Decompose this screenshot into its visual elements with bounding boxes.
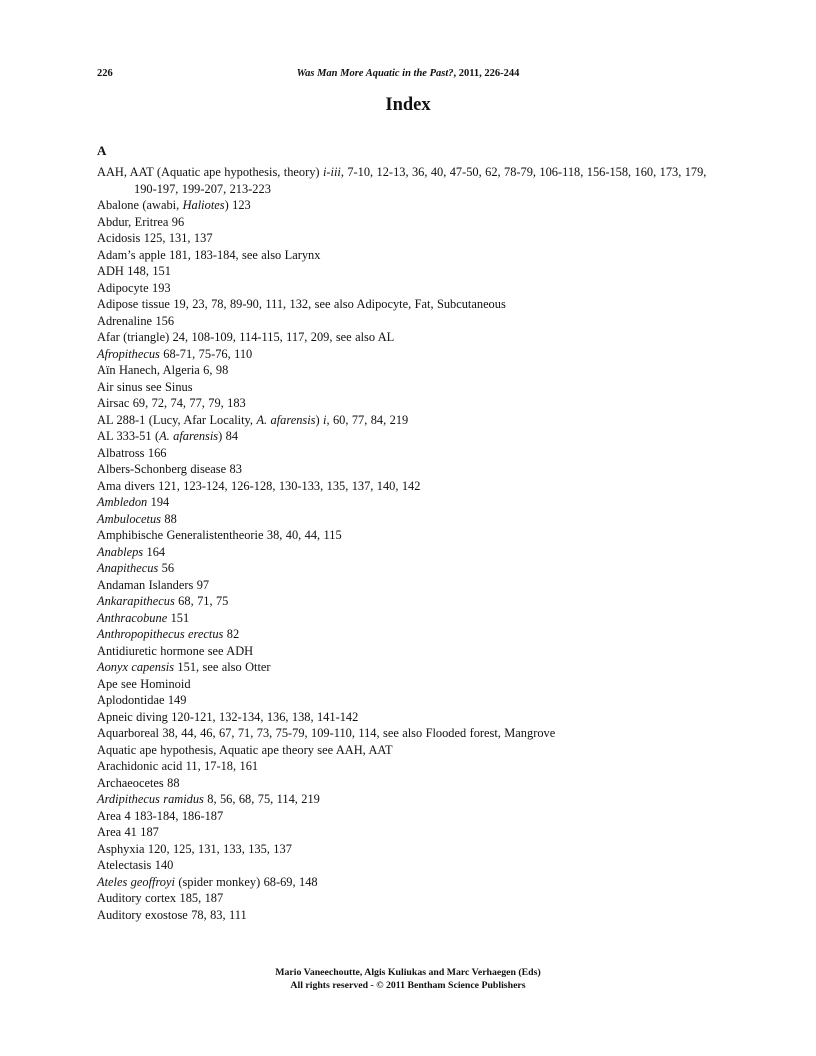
footer <box>0 966 816 992</box>
index-entry-italic-text: i <box>323 412 327 427</box>
index-entry <box>97 643 727 660</box>
index-entry-text: 194 <box>147 495 170 509</box>
index-entry <box>97 676 727 693</box>
running-head-citation: , 2011, 226-244 <box>453 68 520 79</box>
index-entry <box>97 692 727 709</box>
index-entry <box>97 428 727 445</box>
index-entry <box>97 560 727 577</box>
index-entry-text: Asphyxia 120, 125, 131, 133, 135, 137 <box>97 841 292 856</box>
index-entry-text: ) 84 <box>218 429 239 443</box>
index-entry <box>97 742 727 759</box>
index-entry-text: Auditory cortex 185, 187 <box>97 891 224 905</box>
index-entry-text: Acidosis 125, 131, 137 <box>97 231 213 245</box>
index-entry-text: ) <box>315 412 324 427</box>
index-entry <box>97 709 727 726</box>
index-entry-italic-text: Ambledon <box>97 495 148 509</box>
index-entry <box>97 280 727 297</box>
section-letter: A <box>97 143 107 158</box>
index-entry <box>97 313 727 330</box>
index-entry-text: Albatross 166 <box>97 445 167 460</box>
index-entry-text: Afar (triangle) 24, 108-109, 114-115, 117, 209, see also AL <box>97 330 395 344</box>
index-entry-text: Airsac 69, 72, 74, 77, 79, 183 <box>97 396 246 410</box>
index-entry-text: ADH 148, 151 <box>97 264 171 278</box>
index-entry-text: Adipose tissue 19, 23, 78, 89-90, 111, 132, see also Adipocyte, Fat, Subcutaneous <box>97 297 506 311</box>
index-entry-text: Area 41 187 <box>97 825 159 839</box>
index-entry-text: Aplodontidae 149 <box>97 693 187 707</box>
index-entry-text: Ape see Hominoid <box>97 676 191 691</box>
index-entry <box>97 379 727 396</box>
index-entry <box>97 758 727 775</box>
index-entry-text: Ama divers 121, 123-124, 126-128, 130-133, 135, 137, 140, 142 <box>97 478 421 493</box>
index-entry <box>97 626 727 643</box>
index-entry <box>97 346 727 363</box>
index-entry-italic-text: Haliotes <box>182 198 225 212</box>
index-entry <box>97 395 727 412</box>
index-entry-text: Adipocyte 193 <box>97 280 171 295</box>
index-entry-text: AL 333-51 ( <box>97 429 160 443</box>
index-entry-text: Apneic diving 120-121, 132-134, 136, 138, 141-142 <box>97 709 359 724</box>
index-entry <box>97 230 727 247</box>
index-entry <box>97 494 727 511</box>
index-entry-text: 151 <box>167 610 190 625</box>
index-entry-italic-text: Ateles geoffroyi <box>97 874 175 889</box>
index-entry-italic-text: Aonyx capensis <box>97 660 175 674</box>
index-entry <box>97 890 727 907</box>
running-head-title: Was Man More Aquatic in the Past? <box>296 68 454 79</box>
index-entry-text: Auditory exostose 78, 83, 111 <box>97 907 247 922</box>
index-entry <box>97 412 727 429</box>
index-entry-text: Aquarboreal 38, 44, 46, 67, 71, 73, 75-79, 109-110, 114, see also Flooded forest, Mangrove <box>97 726 556 740</box>
index-entry <box>97 775 727 792</box>
index-entry-italic-text: A. afarensis <box>256 412 316 427</box>
index-entry <box>97 593 727 610</box>
index-entry-text: 151, see also Otter <box>174 660 271 674</box>
running-head <box>0 68 816 79</box>
index-entry <box>97 857 727 874</box>
index-entry-text: 88 <box>161 511 177 526</box>
index-entry <box>97 329 727 346</box>
index-entry-text: Abdur, Eritrea 96 <box>97 214 185 229</box>
index-entry <box>97 511 727 528</box>
index-entry-italic-text: Anableps <box>97 544 144 559</box>
index-entry-text: Aïn Hanech, Algeria 6, 98 <box>97 363 229 377</box>
index-entry <box>97 461 727 478</box>
index-entry-text: 68-71, 75-76, 110 <box>159 346 253 361</box>
index-entry <box>97 362 727 379</box>
index-entry-text: Air sinus see Sinus <box>97 379 193 394</box>
index-entry-text: 56 <box>158 561 175 575</box>
index-entry-text: Albers-Schonberg disease 83 <box>97 462 242 476</box>
index-entry-text: Adam’s apple 181, 183-184, see also Larynx <box>97 247 321 262</box>
index-entry <box>97 544 727 561</box>
index-entry <box>97 874 727 891</box>
index-entry <box>97 808 727 825</box>
index-entry <box>97 247 727 264</box>
index-entry-text: Area 4 183-184, 186-187 <box>97 808 224 823</box>
index-entry-italic-text: Ambulocetus <box>97 511 162 526</box>
index-entry-italic-text: Anthracobune <box>97 610 168 625</box>
index-entry-text: 82 <box>223 627 240 641</box>
index-entry-text: ) 123 <box>224 198 251 212</box>
index-entry-italic-text: Ankarapithecus <box>97 594 175 608</box>
index-entry <box>97 296 727 313</box>
index-entry-text: AL 288-1 (Lucy, Afar Locality, <box>97 412 257 427</box>
index-entry <box>97 824 727 841</box>
index-entry-italic-text: A. afarensis <box>159 429 219 443</box>
index-entry-text: 164 <box>143 544 166 559</box>
index-entry <box>97 197 727 214</box>
index-entry-text: Antidiuretic hormone see ADH <box>97 643 254 658</box>
index-entry-text: Abalone (awabi, <box>97 198 183 212</box>
index-entry-text: Atelectasis 140 <box>97 858 174 872</box>
index-entry <box>97 527 727 544</box>
index-entries <box>97 164 727 923</box>
index-entry <box>97 263 727 280</box>
index-entry <box>97 841 727 858</box>
index-entry-italic-text: Anthropopithecus erectus <box>97 627 224 641</box>
index-entry-italic-text: Anapithecus <box>97 561 159 575</box>
index-entry-text: Aquatic ape hypothesis, Aquatic ape theory see AAH, AAT <box>97 742 393 757</box>
index-entry-text: 68, 71, 75 <box>174 594 229 608</box>
index-entry <box>97 791 727 808</box>
footer-copyright: All rights reserved - © 2011 Bentham Science Publishers <box>290 980 526 991</box>
index-entry-text: , 60, 77, 84, 219 <box>326 412 409 427</box>
index-entry-text: , 7-10, 12-13, 36, 40, 47-50, 62, 78-79, 106-118, 156-158, 160, 173, 179, 190-197, 199-207, 213-223 <box>134 165 707 196</box>
index-entry-text: (spider monkey) 68-69, 148 <box>174 874 318 889</box>
index-entry-text: Arachidonic acid 11, 17-18, 161 <box>97 759 259 773</box>
index-entry <box>97 214 727 231</box>
index-entry-text: Andaman Islanders 97 <box>97 577 210 592</box>
index-entry-italic-text: Ardipithecus ramidus <box>97 792 204 806</box>
index-entry-text: Adrenaline 156 <box>97 313 175 328</box>
page-number: 226 <box>97 68 113 79</box>
index-entry <box>97 659 727 676</box>
page-title: Index <box>385 95 431 115</box>
index-entry <box>97 445 727 462</box>
index-entry <box>97 725 727 742</box>
footer-editors: Mario Vaneechoutte, Algis Kuliukas and Marc Verhaegen (Eds) <box>275 967 541 978</box>
index-entry-text: 8, 56, 68, 75, 114, 219 <box>203 792 320 806</box>
index-entry <box>97 478 727 495</box>
index-entry <box>97 577 727 594</box>
index-entry-text: AAH, AAT (Aquatic ape hypothesis, theory) <box>97 165 323 179</box>
index-entry-text: Amphibische Generalistentheorie 38, 40, 44, 115 <box>97 528 342 542</box>
index-entry <box>97 164 727 197</box>
index-entry-italic-text: i-iii <box>322 165 341 179</box>
index-entry-text: Archaeocetes 88 <box>97 775 180 790</box>
index-entry <box>97 610 727 627</box>
index-entry-italic-text: Afropithecus <box>97 346 160 361</box>
index-entry <box>97 907 727 924</box>
